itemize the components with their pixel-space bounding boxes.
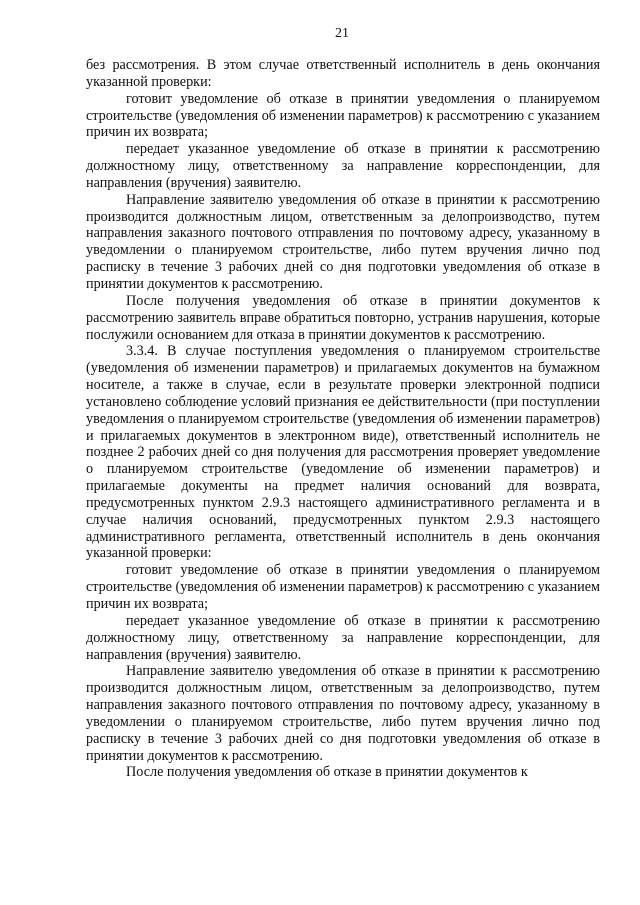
paragraph: 3.3.4. В случае поступления уведомления о планируемом строительстве (уведомления об изменении параметров) и прилагаемых документов на бумажном носителе, а также в случае, если в результате проверки электронной подписи установлено соблюдение условий признания ее действительности (при поступлении уведомления о планируемом строительстве (уведомления об изменении параметров) и прилагаемых документов в электронном виде), ответственный исполнитель не позднее 2 рабочих дней со дня получения для рассмотрения проверяет уведомление о планируемом строительстве (уведомление об изменении параметров) и прилагаемые документы на предмет наличия оснований для возврата, предусмотренных пунктом 2.9.3 настоящего административного регламента и в случае наличия оснований, предусмотренных пунктом 2.9.3 настоящего административного регламента, ответственный исполнитель в день окончания указанной проверки:	[86, 343, 600, 562]
paragraph: без рассмотрения. В этом случае ответственный исполнитель в день окончания указанной проверки:	[86, 57, 600, 90]
body-text	[86, 57, 600, 781]
paragraph: После получения уведомления об отказе в принятии документов к рассмотрению заявитель вправе обратиться повторно, устранив нарушения, которые послужили основанием для отказа в принятии документов к рассмотрению.	[86, 292, 600, 343]
page-number-text: 21	[335, 26, 349, 41]
paragraph: Направление заявителю уведомления об отказе в принятии к рассмотрению производится должностным лицом, ответственным за делопроизводство, путем направления заказного почтового отправления по почтовому адресу, указанному в уведомлении о планируемом строительстве, либо путем вручения лично под расписку в течение 3 рабочих дней со дня подготовки уведомления об отказе в принятии документов к рассмотрению.	[86, 663, 600, 764]
page-number	[40, 0, 600, 56]
paragraph: готовит уведомление об отказе в принятии уведомления о планируемом строительстве (уведомления об изменении параметров) к рассмотрению с указанием причин их возврата;	[86, 90, 600, 141]
paragraph: передает указанное уведомление об отказе в принятии к рассмотрению должностному лицу, ответственному за направление корреспонденции, для направления (вручения) заявителю.	[86, 141, 600, 191]
paragraph: Направление заявителю уведомления об отказе в принятии к рассмотрению производится должностным лицом, ответственным за делопроизводство, путем направления заказного почтового отправления по почтовому адресу, указанному в уведомлении о планируемом строительстве, либо путем вручения лично под расписку в течение 3 рабочих дней со дня подготовки уведомления об отказе в принятии документов к рассмотрению.	[86, 191, 600, 292]
paragraph: передает указанное уведомление об отказе в принятии к рассмотрению должностному лицу, ответственному за направление корреспонденции, для направления (вручения) заявителю.	[86, 612, 600, 663]
paragraph: После получения уведомления об отказе в принятии документов к	[126, 764, 528, 781]
paragraph: готовит уведомление об отказе в принятии уведомления о планируемом строительстве (уведомления об изменении параметров) к рассмотрению с указанием причин их возврата;	[86, 562, 600, 612]
